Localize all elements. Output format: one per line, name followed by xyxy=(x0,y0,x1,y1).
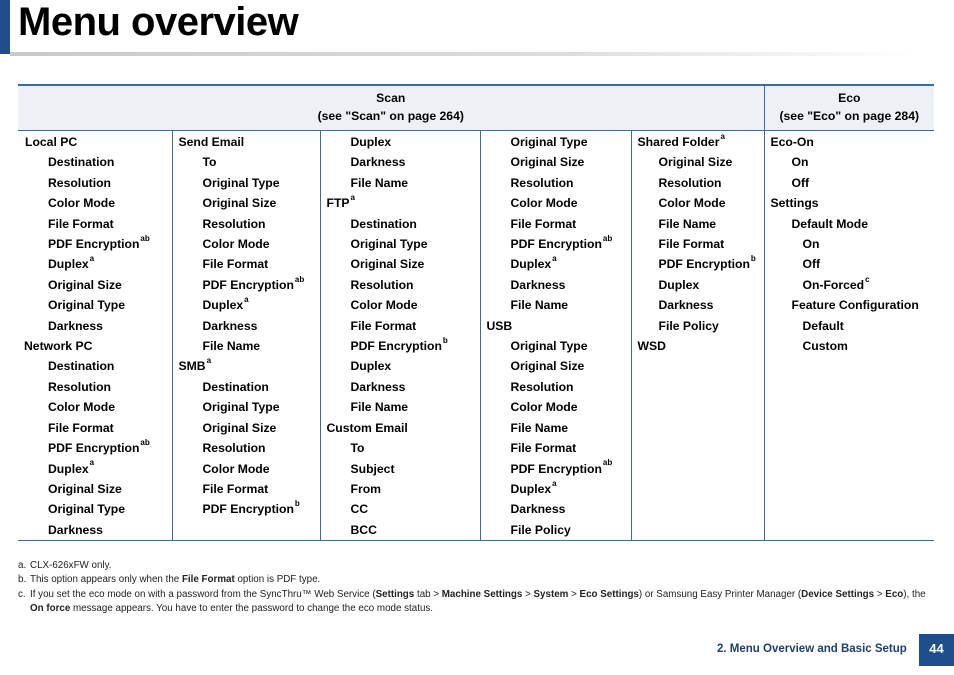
footnote xyxy=(18,559,936,573)
menu-item xyxy=(487,173,627,193)
menu-item-label: PDF Encryption xyxy=(48,237,140,252)
menu-item xyxy=(771,316,931,336)
menu-item xyxy=(179,459,316,479)
scan-column-3 xyxy=(320,131,480,541)
menu-item-label: File Policy xyxy=(510,522,571,537)
menu-item-label: Destination xyxy=(202,379,269,394)
menu-item xyxy=(638,234,760,254)
menu-item-label: Color Mode xyxy=(350,298,418,313)
footnote-marker: ab xyxy=(294,274,305,284)
menu-item-label: PDF Encryption xyxy=(202,277,294,292)
menu-item-label: File Format xyxy=(510,441,577,456)
menu-item xyxy=(24,193,168,213)
menu-item xyxy=(771,336,931,356)
footnote-text: > xyxy=(874,588,886,600)
menu-item xyxy=(638,132,760,152)
menu-item xyxy=(487,418,627,438)
menu-item xyxy=(327,316,476,336)
menu-item xyxy=(327,214,476,234)
menu-item-label: Color Mode xyxy=(48,400,116,415)
menu-item xyxy=(179,132,316,152)
menu-item-label: Original Size xyxy=(202,196,277,211)
menu-item xyxy=(327,254,476,274)
scan-column-4 xyxy=(480,131,631,541)
footnote-emphasis: Settings xyxy=(375,588,415,600)
menu-item xyxy=(487,214,627,234)
menu-item xyxy=(327,132,476,152)
footnote-marker: b xyxy=(442,336,448,345)
footnote-text: This option appears only when the xyxy=(30,574,182,586)
menu-item xyxy=(327,193,476,213)
menu-item-label: USB xyxy=(486,318,513,333)
menu-item-label: BCC xyxy=(350,522,377,537)
footnote-marker: ab xyxy=(602,233,613,243)
footnote-marker: a xyxy=(552,254,557,264)
menu-item xyxy=(487,275,627,295)
menu-item xyxy=(327,336,476,356)
menu-item-label: Eco-On xyxy=(770,135,814,149)
menu-item xyxy=(327,459,476,479)
menu-item xyxy=(179,336,316,356)
menu-item-label: Original Size xyxy=(658,155,733,170)
menu-item xyxy=(24,316,168,336)
menu-item-label: Original Type xyxy=(350,237,428,252)
menu-item-label: File Format xyxy=(350,318,417,333)
menu-item xyxy=(179,418,316,438)
menu-item xyxy=(24,275,168,295)
footnote xyxy=(18,573,936,587)
menu-item-label: File Name xyxy=(350,175,409,190)
scan-header xyxy=(18,85,764,131)
page-number: 44 xyxy=(919,634,954,666)
menu-item-label: File Format xyxy=(48,420,114,435)
menu-item-label: Original Type xyxy=(202,400,280,415)
menu-item-label: File Format xyxy=(658,237,725,252)
menu-item-label: Original Size xyxy=(48,277,122,292)
menu-item xyxy=(179,295,316,315)
menu-item-label: Color Mode xyxy=(202,237,270,252)
menu-item-label: Resolution xyxy=(510,379,574,394)
footnote-emphasis: Eco Settings xyxy=(579,588,639,600)
menu-item-label: Resolution xyxy=(510,175,574,190)
menu-item xyxy=(179,214,316,234)
menu-item xyxy=(487,479,627,499)
menu-item xyxy=(24,234,168,254)
menu-item xyxy=(179,193,316,213)
menu-item xyxy=(487,397,627,417)
menu-item xyxy=(638,295,760,315)
menu-item-label: Darkness xyxy=(48,318,103,333)
footnote-emphasis: Device Settings xyxy=(801,588,875,600)
footnote-marker: a xyxy=(552,478,557,488)
menu-item-label: From xyxy=(350,481,381,496)
menu-item-label: To xyxy=(350,441,365,456)
menu-item xyxy=(179,173,316,193)
footnote-marker: a xyxy=(89,458,95,468)
footer-section-title: 2. Menu Overview and Basic Setup xyxy=(717,643,907,655)
menu-item-label: Off xyxy=(791,175,810,190)
menu-item-label: To xyxy=(202,155,217,170)
title-divider xyxy=(10,52,920,56)
menu-item xyxy=(638,173,760,193)
footnote-marker: a xyxy=(89,254,95,264)
menu-item-label: Duplex xyxy=(658,277,700,292)
footnote-marker: ab xyxy=(140,233,150,243)
footnote-emphasis: Eco xyxy=(885,588,904,600)
menu-item-label: Darkness xyxy=(350,379,406,394)
menu-item-label: On xyxy=(791,155,809,170)
menu-item xyxy=(24,336,168,356)
menu-item xyxy=(179,254,316,274)
menu-item-label: Custom xyxy=(802,339,848,354)
menu-item-label: Duplex xyxy=(48,461,89,476)
page-title: Menu overview xyxy=(18,0,299,44)
menu-item xyxy=(179,275,316,295)
menu-item xyxy=(638,275,760,295)
menu-item xyxy=(179,499,316,519)
menu-item-label: Darkness xyxy=(658,298,714,313)
menu-item xyxy=(327,438,476,458)
menu-item-label: Original Size xyxy=(510,155,585,170)
menu-item-label: Feature Configuration xyxy=(791,298,919,313)
menu-item-label: Original Size xyxy=(350,257,425,272)
menu-item xyxy=(179,377,316,397)
eco-header xyxy=(764,85,934,131)
menu-item-label: FTP xyxy=(326,196,350,211)
scan-column-5 xyxy=(631,131,764,541)
menu-item xyxy=(487,254,627,274)
menu-item xyxy=(24,459,168,479)
footnote-marker: b xyxy=(294,499,300,509)
footnote-letter: a. xyxy=(18,560,27,571)
footnote-marker: c xyxy=(865,274,870,284)
footnote-text: ) or Samsung Easy Printer Manager ( xyxy=(638,588,802,600)
menu-item-label: Off xyxy=(802,257,821,272)
footnote-marker: ab xyxy=(140,438,150,448)
menu-item-label: Darkness xyxy=(510,277,566,292)
footnote-marker: a xyxy=(720,131,725,141)
menu-item-label: Resolution xyxy=(202,216,266,231)
eco-header-reference: (see "Eco" on page 284) xyxy=(779,109,920,123)
menu-item xyxy=(327,479,476,499)
menu-item xyxy=(24,479,168,499)
menu-item-label: File Policy xyxy=(658,318,719,333)
menu-item-label: Darkness xyxy=(510,502,566,517)
menu-item-label: PDF Encryption xyxy=(510,237,602,252)
table-header-row xyxy=(18,85,934,131)
menu-item-label: Resolution xyxy=(202,441,266,456)
menu-item-label: Resolution xyxy=(658,175,722,190)
menu-item xyxy=(487,377,627,397)
menu-item-label: Color Mode xyxy=(202,461,270,476)
menu-item-label: Original Type xyxy=(48,298,125,313)
menu-item xyxy=(487,316,627,336)
scan-column-2 xyxy=(172,131,320,541)
menu-item xyxy=(638,336,760,356)
menu-item-label: Duplex xyxy=(350,135,392,149)
footnote-text: > xyxy=(568,588,580,600)
menu-item-label: Original Size xyxy=(48,481,122,496)
footnote-text: option is PDF type. xyxy=(234,574,321,586)
menu-item xyxy=(24,132,168,152)
menu-item xyxy=(24,499,168,519)
menu-item xyxy=(327,356,476,376)
menu-item-label: PDF Encryption xyxy=(202,502,294,517)
menu-item-label: On-Forced xyxy=(802,277,865,292)
footnote-emphasis: System xyxy=(533,588,569,600)
footnotes xyxy=(18,559,936,616)
menu-item-label: Settings xyxy=(770,196,819,211)
menu-item-label: Duplex xyxy=(202,298,244,313)
menu-item-label: Original Size xyxy=(202,420,277,435)
scan-header-title: Scan xyxy=(376,91,406,105)
menu-item xyxy=(487,520,627,540)
menu-item xyxy=(487,152,627,172)
menu-item xyxy=(179,234,316,254)
scan-column-1 xyxy=(18,131,172,541)
menu-item xyxy=(638,193,760,213)
menu-item xyxy=(179,152,316,172)
footnote-marker: a xyxy=(206,356,212,366)
menu-item xyxy=(327,275,476,295)
menu-item-label: Original Type xyxy=(48,502,125,517)
menu-item-label: Duplex xyxy=(350,359,392,374)
menu-item-label: File Format xyxy=(48,216,114,231)
menu-item-label: Color Mode xyxy=(510,400,578,415)
menu-item xyxy=(771,214,931,234)
menu-item xyxy=(179,356,316,376)
menu-item-label: File Name xyxy=(510,420,569,435)
menu-item xyxy=(771,275,931,295)
menu-item-label: CC xyxy=(350,502,369,517)
menu-item-label: SMB xyxy=(178,359,206,374)
menu-item-label: Original Type xyxy=(510,135,588,149)
menu-item xyxy=(771,234,931,254)
menu-item-label: File Name xyxy=(510,298,569,313)
menu-item xyxy=(638,152,760,172)
menu-item xyxy=(638,316,760,336)
title-accent-bar xyxy=(0,0,10,54)
menu-item xyxy=(771,173,931,193)
menu-item-label: Duplex xyxy=(48,257,89,272)
eco-column xyxy=(764,131,934,541)
menu-item-label: File Format xyxy=(202,257,269,272)
footnote xyxy=(18,588,936,617)
menu-item-label: Resolution xyxy=(48,379,111,394)
footnote-emphasis: On force xyxy=(30,602,71,614)
menu-item-label: PDF Encryption xyxy=(48,441,140,456)
footnote-text: tab > xyxy=(414,588,442,600)
menu-item xyxy=(179,397,316,417)
menu-item-label: File Name xyxy=(350,400,409,415)
menu-item-label: File Format xyxy=(510,216,577,231)
menu-item-label: PDF Encryption xyxy=(350,339,442,354)
menu-item xyxy=(638,214,760,234)
menu-item-label: Local PC xyxy=(25,135,78,149)
menu-item xyxy=(24,397,168,417)
footnote-text: message appears. You have to enter the password to change the eco mode status. xyxy=(70,602,434,614)
menu-item xyxy=(327,295,476,315)
menu-item-label: File Format xyxy=(202,481,269,496)
menu-item xyxy=(487,336,627,356)
footnote-text: ), the xyxy=(903,588,926,600)
menu-item xyxy=(327,499,476,519)
menu-item-label: Original Type xyxy=(202,175,280,190)
menu-item-label: Duplex xyxy=(510,257,552,272)
menu-item xyxy=(327,152,476,172)
menu-item xyxy=(24,356,168,376)
menu-item xyxy=(24,173,168,193)
footnote-marker: a xyxy=(244,295,249,305)
menu-item-label: Color Mode xyxy=(48,196,116,211)
menu-item-label: Default xyxy=(802,318,844,333)
menu-item-label: Original Size xyxy=(510,359,585,374)
menu-item-label: Darkness xyxy=(48,522,103,537)
menu-item-label: Send Email xyxy=(178,135,245,149)
footnote-text: CLX-626xFW only. xyxy=(30,560,112,571)
menu-item xyxy=(24,295,168,315)
menu-item xyxy=(327,234,476,254)
menu-item-label: Destination xyxy=(350,216,417,231)
footnote-letter: c. xyxy=(18,588,26,600)
menu-item-label: WSD xyxy=(637,339,666,354)
menu-item xyxy=(24,520,168,540)
menu-item xyxy=(487,438,627,458)
menu-item-label: Color Mode xyxy=(658,196,726,211)
menu-item xyxy=(638,254,760,274)
menu-item xyxy=(487,234,627,254)
menu-item-label: Custom Email xyxy=(326,420,408,435)
menu-item-label: PDF Encryption xyxy=(658,257,750,272)
menu-item xyxy=(24,214,168,234)
menu-item-label: Resolution xyxy=(48,175,111,190)
menu-item xyxy=(24,254,168,274)
menu-item xyxy=(771,254,931,274)
menu-item-label: Shared Folder xyxy=(637,135,720,149)
menu-item xyxy=(487,193,627,213)
menu-item xyxy=(487,356,627,376)
footnote-emphasis: Machine Settings xyxy=(441,588,523,600)
menu-item xyxy=(24,152,168,172)
menu-item-label: Color Mode xyxy=(510,196,578,211)
menu-item xyxy=(771,132,931,152)
menu-item xyxy=(327,397,476,417)
menu-item xyxy=(327,173,476,193)
menu-item-label: Darkness xyxy=(350,155,406,170)
menu-item xyxy=(327,418,476,438)
menu-item-label: Destination xyxy=(48,155,115,170)
menu-item-label: Resolution xyxy=(350,277,414,292)
menu-item xyxy=(487,459,627,479)
menu-item-label: On xyxy=(802,237,820,252)
menu-item xyxy=(179,438,316,458)
menu-item-label: Network PC xyxy=(24,339,93,354)
menu-item xyxy=(487,499,627,519)
menu-item-label: Darkness xyxy=(202,318,258,333)
menu-item-label: PDF Encryption xyxy=(510,461,602,476)
table-body-row xyxy=(18,131,934,541)
menu-item xyxy=(771,295,931,315)
footnote-emphasis: File Format xyxy=(181,574,235,586)
footnote-marker: a xyxy=(350,193,355,203)
menu-item-label: Subject xyxy=(350,461,395,476)
scan-header-reference: (see "Scan" on page 264) xyxy=(317,109,464,123)
footnote-marker: ab xyxy=(602,458,613,468)
menu-item-label: File Name xyxy=(202,339,261,354)
footnote-letter: b. xyxy=(18,574,27,586)
menu-item xyxy=(771,193,931,213)
menu-item xyxy=(24,377,168,397)
menu-item-label: Default Mode xyxy=(791,216,869,231)
eco-header-title: Eco xyxy=(838,91,861,105)
menu-item xyxy=(24,438,168,458)
menu-item-label: Destination xyxy=(48,359,115,374)
menu-item xyxy=(327,520,476,540)
menu-item xyxy=(327,377,476,397)
menu-item xyxy=(487,295,627,315)
menu-item xyxy=(179,479,316,499)
menu-item xyxy=(24,418,168,438)
menu-item xyxy=(487,132,627,152)
menu-overview-table xyxy=(18,84,934,541)
footnote-text: > xyxy=(522,588,534,600)
footnote-marker: b xyxy=(750,254,756,264)
menu-item-label: Duplex xyxy=(510,481,552,496)
menu-item xyxy=(771,152,931,172)
menu-item-label: Original Type xyxy=(510,339,588,354)
menu-item xyxy=(179,316,316,336)
footnote-text: If you set the eco mode on with a password from the SyncThru™ Web Service ( xyxy=(30,588,376,600)
menu-item-label: File Name xyxy=(658,216,717,231)
